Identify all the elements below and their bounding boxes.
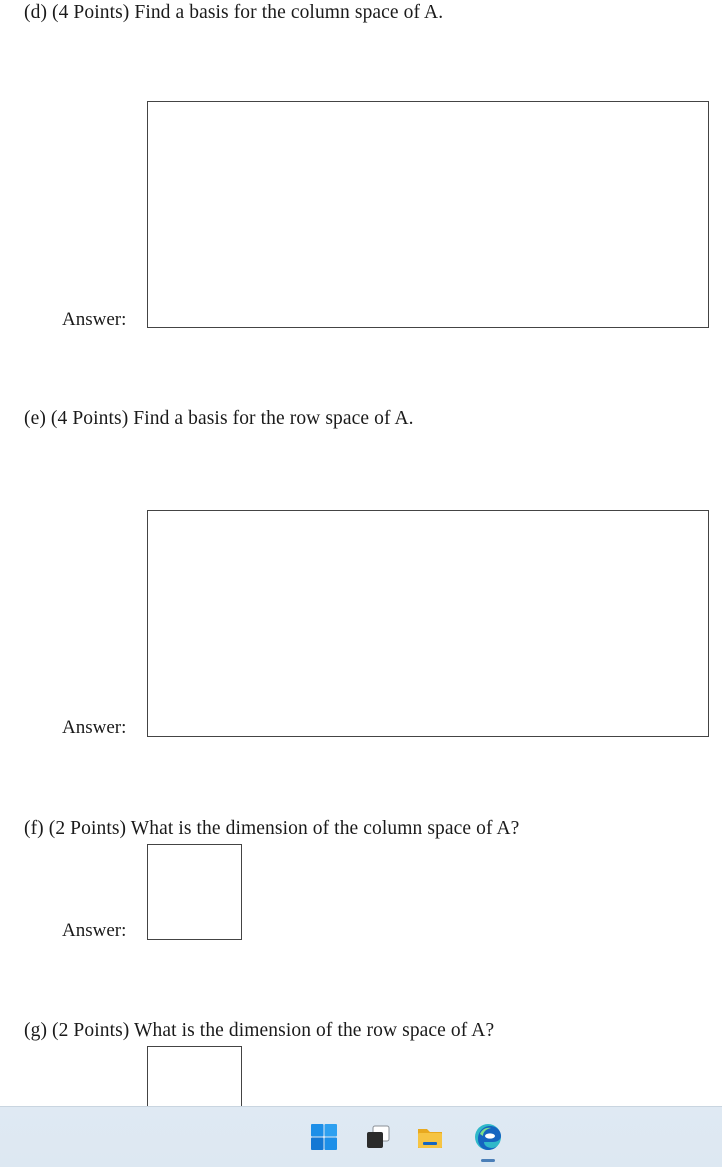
answer-label-d: Answer: [62,309,127,330]
taskbar [0,1106,722,1167]
question-f-text: (f) (2 Points) What is the dimension of the column space of A? [24,818,520,839]
answer-label-e: Answer: [62,717,127,738]
question-e-text: (e) (4 Points) Find a basis for the row space of A. [24,408,414,429]
task-view-icon[interactable] [362,1121,394,1153]
windows-start-icon[interactable] [308,1121,340,1153]
question-g-text: (g) (2 Points) What is the dimension of the row space of A? [24,1020,495,1041]
answer-label-f: Answer: [62,920,127,941]
question-d-text: (d) (4 Points) Find a basis for the column space of A. [24,2,444,23]
answer-box-e[interactable] [147,510,709,737]
file-explorer-icon[interactable] [414,1121,446,1153]
active-app-indicator [481,1159,495,1162]
answer-box-d[interactable] [147,101,709,328]
edge-browser-icon[interactable] [472,1121,504,1153]
answer-box-f[interactable] [147,844,242,940]
